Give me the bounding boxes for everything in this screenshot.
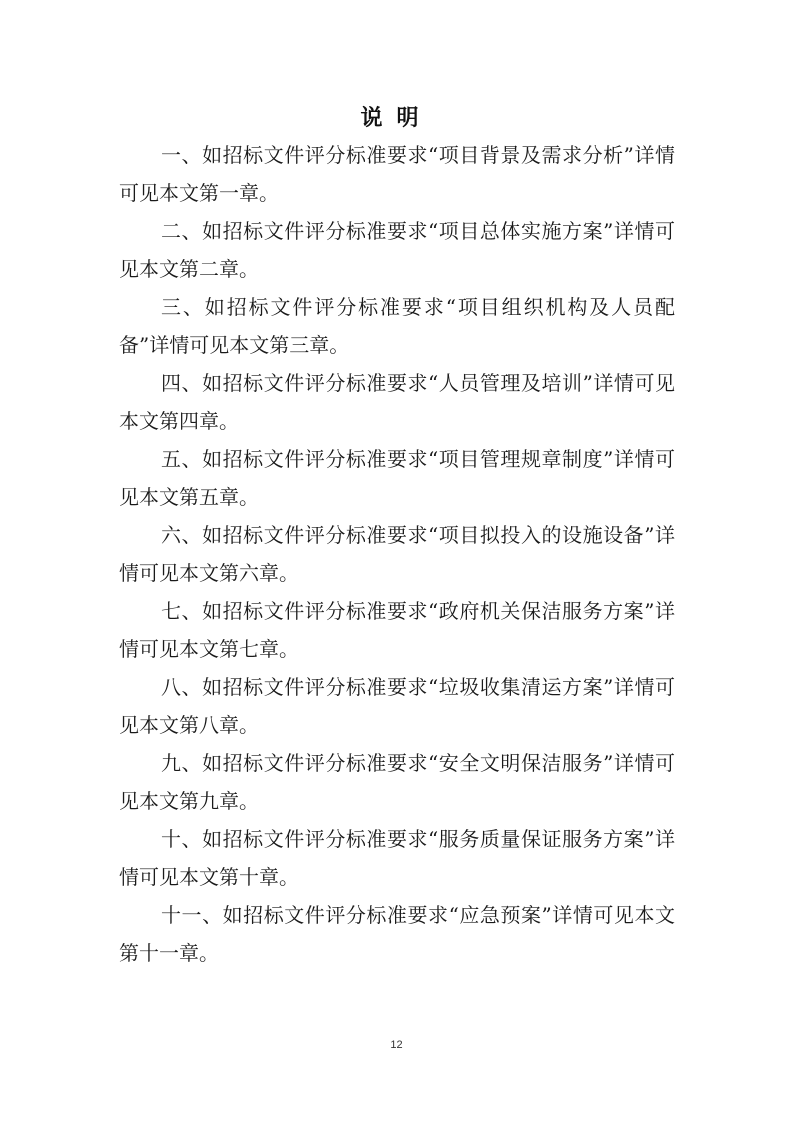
- paragraph-7: 七、如招标文件评分标准要求“政府机关保洁服务方案”详情可见本文第七章。: [119, 599, 675, 661]
- paragraph-3: 三、如招标文件评分标准要求“项目组织机构及人员配备”详情可见本文第三章。: [119, 295, 675, 357]
- page-number: 12: [390, 1039, 403, 1051]
- paragraph-4: 四、如招标文件评分标准要求“人员管理及培训”详情可见本文第四章。: [119, 371, 675, 433]
- paragraph-11: 十一、如招标文件评分标准要求“应急预案”详情可见本文第十一章。: [119, 903, 675, 965]
- paragraph-6: 六、如招标文件评分标准要求“项目拟投入的设施设备”详情可见本文第六章。: [119, 523, 675, 585]
- paragraph-8: 八、如招标文件评分标准要求“垃圾收集清运方案”详情可见本文第八章。: [119, 675, 675, 737]
- paragraph-10: 十、如招标文件评分标准要求“服务质量保证服务方案”详情可见本文第十章。: [119, 827, 675, 889]
- page-title: 说明: [360, 105, 433, 131]
- paragraph-2: 二、如招标文件评分标准要求“项目总体实施方案”详情可见本文第二章。: [119, 219, 675, 281]
- paragraph-5: 五、如招标文件评分标准要求“项目管理规章制度”详情可见本文第五章。: [119, 447, 675, 509]
- paragraph-9: 九、如招标文件评分标准要求“安全文明保洁服务”详情可见本文第九章。: [119, 751, 675, 813]
- paragraph-1: 一、如招标文件评分标准要求“项目背景及需求分析”详情可见本文第一章。: [119, 143, 675, 205]
- document-body: [119, 136, 675, 972]
